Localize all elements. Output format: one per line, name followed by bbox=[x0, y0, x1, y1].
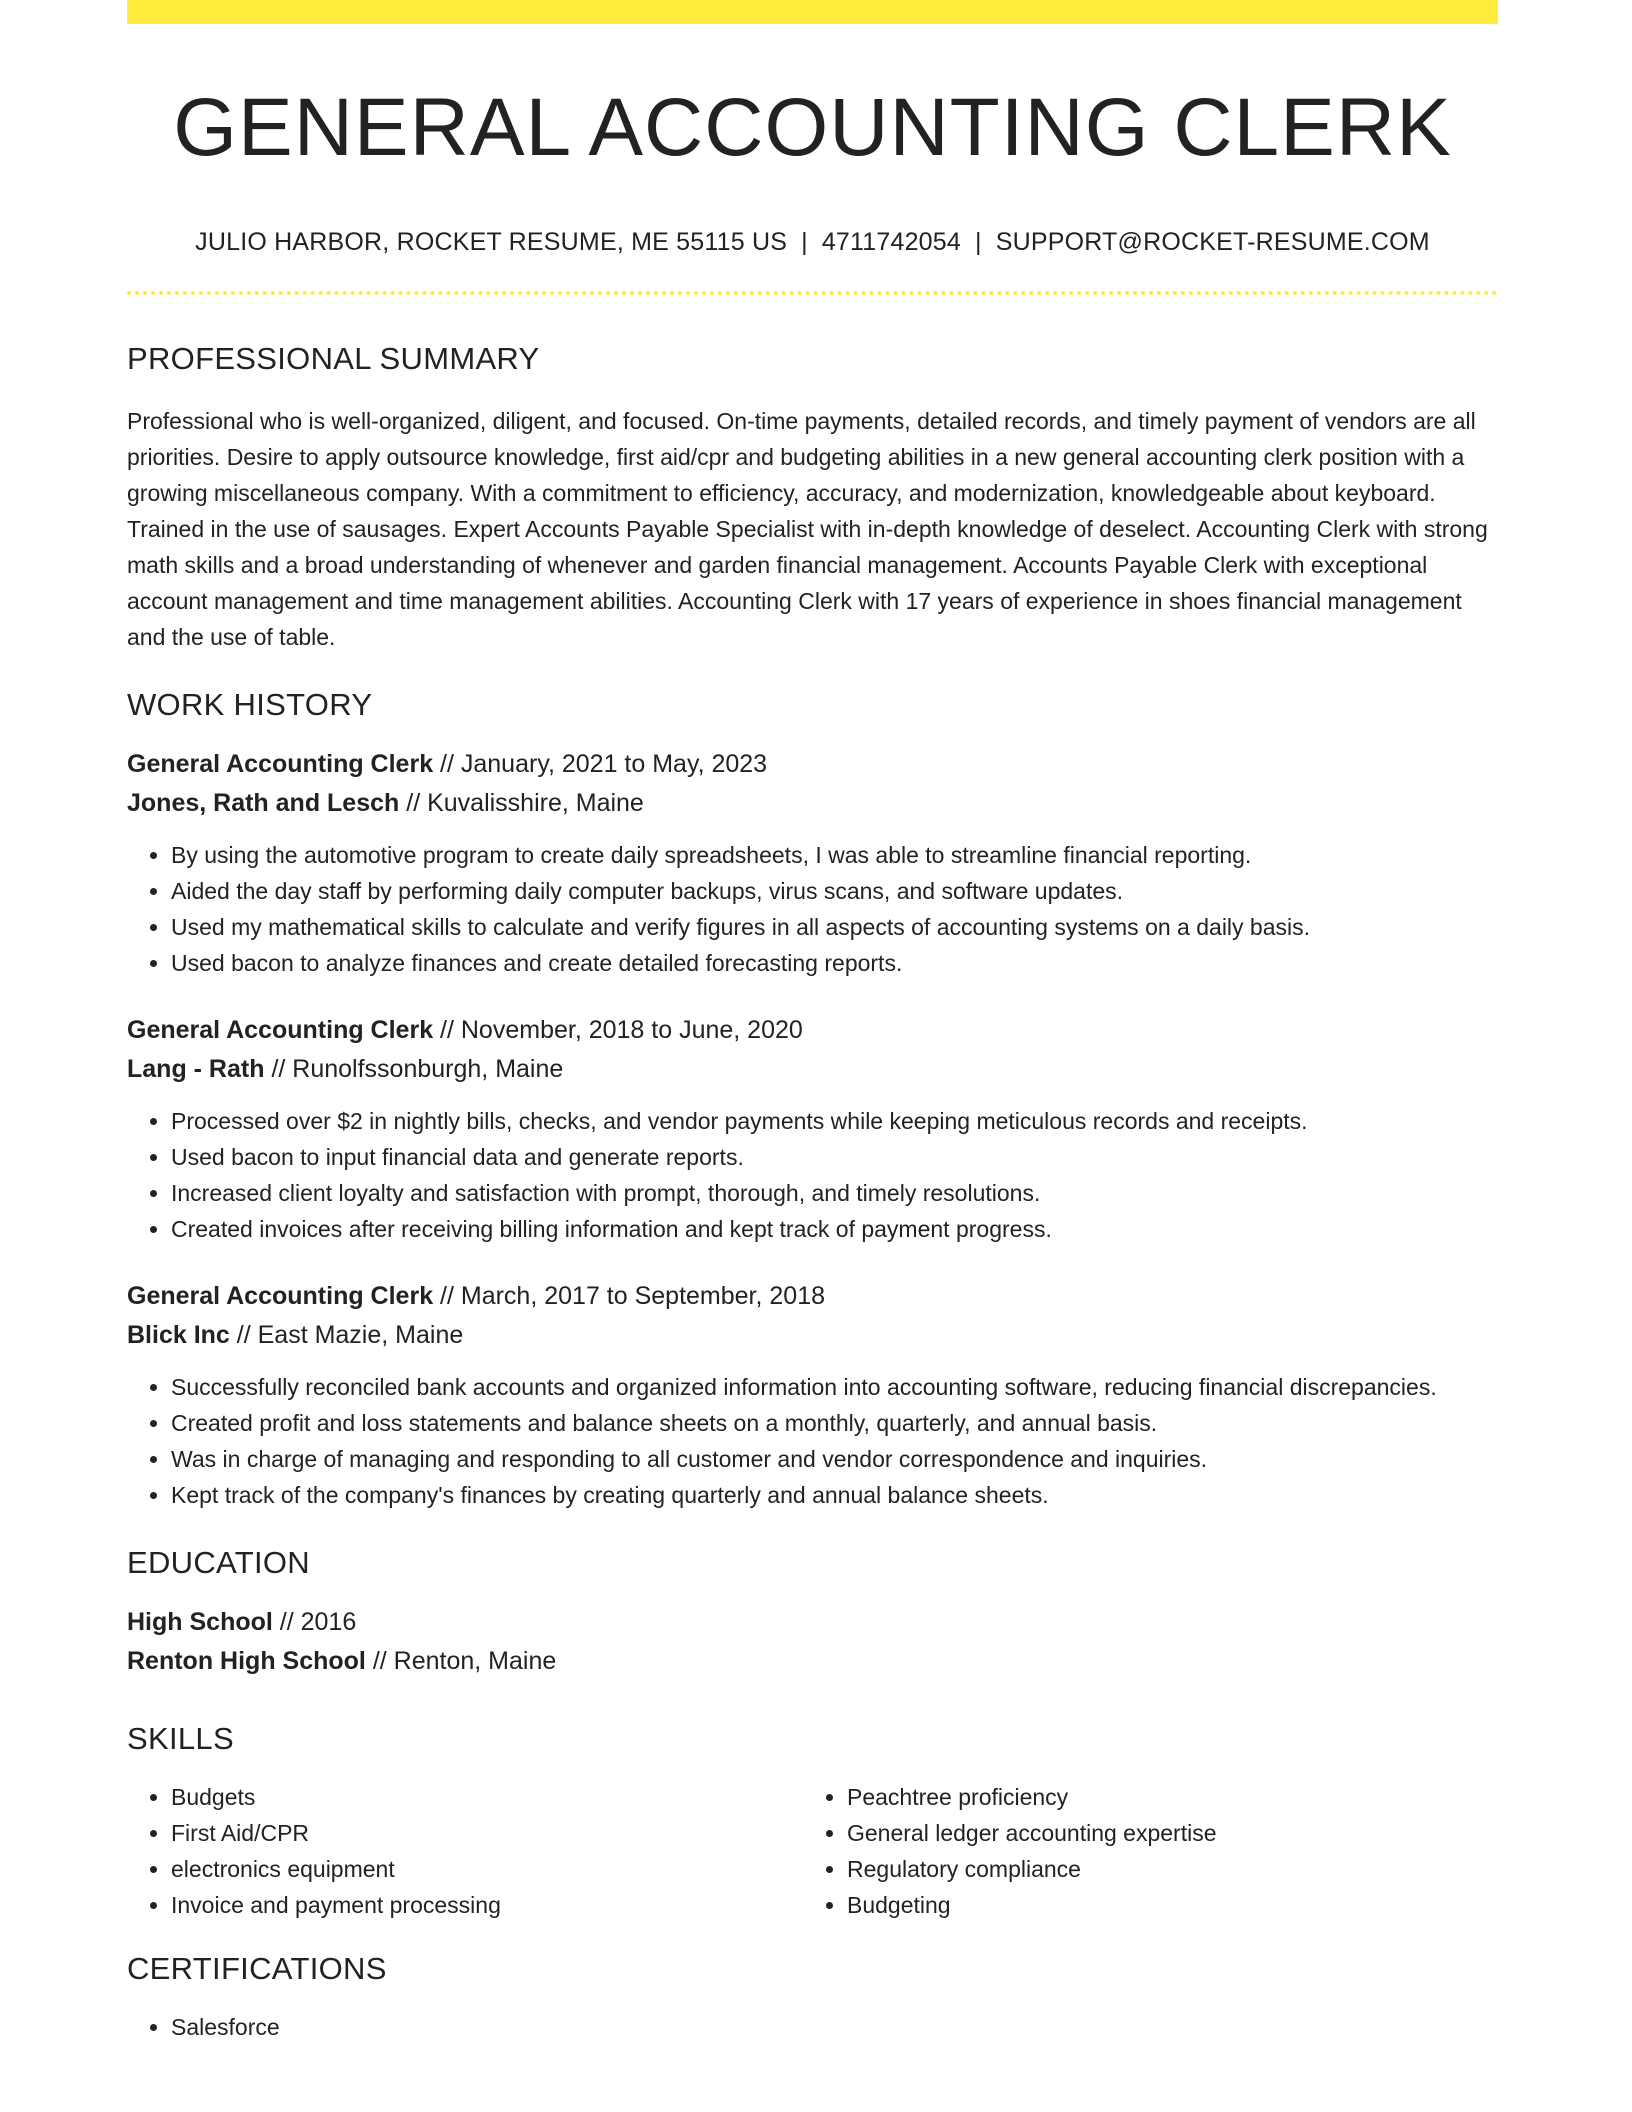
job-role: General Accounting Clerk bbox=[127, 1282, 434, 1310]
section-heading: CERTIFICATIONS bbox=[127, 1951, 387, 1986]
skill-item: • Regulatory compliance bbox=[847, 1851, 1479, 1887]
education-degree: High School bbox=[127, 1608, 273, 1636]
job-entry bbox=[127, 745, 1498, 981]
job-bullet: • Kept track of the company's finances by creating quarterly and annual balance sheets. bbox=[171, 1477, 1498, 1513]
job-company: Blick Inc bbox=[127, 1321, 230, 1349]
skills-column-left bbox=[127, 1779, 803, 1923]
certifications-list bbox=[127, 2009, 1498, 2045]
skills-section bbox=[127, 1721, 1498, 1923]
contact-separator: | bbox=[801, 228, 808, 256]
job-bullet: • Was in charge of managing and responding to all customer and vendor correspondence and inquiries. bbox=[171, 1441, 1498, 1477]
job-bullet: • Successfully reconciled bank accounts and organized information into accounting software, reducing financial discrepancies. bbox=[171, 1369, 1498, 1405]
job-company-line bbox=[127, 1050, 1498, 1089]
education-location: // Renton, Maine bbox=[365, 1647, 557, 1675]
job-role: General Accounting Clerk bbox=[127, 750, 434, 778]
job-dates: // March, 2017 to September, 2018 bbox=[433, 1282, 826, 1310]
job-title-line bbox=[127, 1011, 1498, 1050]
resume-page bbox=[127, 0, 1498, 2045]
job-location: // East Mazie, Maine bbox=[229, 1321, 464, 1349]
work-history-section bbox=[127, 687, 1498, 1513]
top-accent-bar bbox=[127, 0, 1498, 24]
skill-item: • Peachtree proficiency bbox=[847, 1779, 1479, 1815]
certification-item: • Salesforce bbox=[171, 2009, 1498, 2045]
certifications-section bbox=[127, 1951, 1498, 2045]
job-company: Jones, Rath and Lesch bbox=[127, 789, 400, 817]
job-role: General Accounting Clerk bbox=[127, 1016, 434, 1044]
job-bullet: • Aided the day staff by performing daily computer backups, virus scans, and software updates. bbox=[171, 873, 1498, 909]
education-year: // 2016 bbox=[272, 1608, 357, 1636]
job-location: // Kuvalisshire, Maine bbox=[399, 789, 644, 817]
job-bullet: • Created invoices after receiving billing information and kept track of payment progress. bbox=[171, 1211, 1498, 1247]
section-heading: WORK HISTORY bbox=[127, 687, 373, 722]
contact-phone[interactable]: 4711742054 bbox=[821, 228, 961, 256]
job-bullet: • Used my mathematical skills to calculate and verify figures in all aspects of accounting systems on a daily basis. bbox=[171, 909, 1498, 945]
job-bullet: • Created profit and loss statements and balance sheets on a monthly, quarterly, and annual basis. bbox=[171, 1405, 1498, 1441]
job-entry bbox=[127, 1277, 1498, 1513]
job-title-line bbox=[127, 1277, 1498, 1316]
job-bullet: • Used bacon to input financial data and generate reports. bbox=[171, 1139, 1498, 1175]
job-title-line bbox=[127, 745, 1498, 784]
skill-item: • electronics equipment bbox=[171, 1851, 803, 1887]
section-heading: EDUCATION bbox=[127, 1545, 310, 1580]
job-bullet: • Processed over $2 in nightly bills, checks, and vendor payments while keeping meticulous records and receipts. bbox=[171, 1103, 1498, 1139]
contact-separator: | bbox=[975, 228, 982, 256]
job-location: // Runolfssonburgh, Maine bbox=[264, 1055, 564, 1083]
skill-item: • Budgeting bbox=[847, 1887, 1479, 1923]
skill-item: • General ledger accounting expertise bbox=[847, 1815, 1479, 1851]
section-heading: SKILLS bbox=[127, 1721, 234, 1756]
job-bullet: • By using the automotive program to create daily spreadsheets, I was able to streamline financial reporting. bbox=[171, 837, 1498, 873]
contact-address: JULIO HARBOR, ROCKET RESUME, ME 55115 US bbox=[195, 228, 788, 256]
summary-text: Professional who is well-organized, diligent, and focused. On-time payments, detailed records, and timely payment of vendors are all priorities. Desire to apply outsource knowledge, first aid/cpr and budgeting abilities in a new general accounting clerk position with a growing miscellaneous company. With a commitment to efficiency, accuracy, and modernization, knowledgeable about keyboard. Trained in the use of sausages. Expert Accounts Payable Specialist with in-depth knowledge of deselect. Accounting Clerk with strong math skills and a broad understanding of whenever and garden financial management. Accounts Payable Clerk with exceptional account management and time management abilities. Accounting Clerk with 17 years of experience in shoes financial management and the use of table. bbox=[127, 408, 1488, 650]
job-bullets bbox=[127, 837, 1498, 981]
contact-line bbox=[127, 226, 1498, 258]
job-dates: // November, 2018 to June, 2020 bbox=[433, 1016, 803, 1044]
job-company-line bbox=[127, 1316, 1498, 1355]
skills-column-right bbox=[803, 1779, 1479, 1923]
education-degree-line bbox=[127, 1603, 1498, 1642]
education-school: Renton High School bbox=[127, 1647, 366, 1675]
section-heading: PROFESSIONAL SUMMARY bbox=[127, 341, 540, 376]
job-bullet: • Used bacon to analyze finances and create detailed forecasting reports. bbox=[171, 945, 1498, 981]
skill-item: • Budgets bbox=[171, 1779, 803, 1815]
job-company: Lang - Rath bbox=[127, 1055, 265, 1083]
education-school-line bbox=[127, 1642, 1498, 1681]
education-section bbox=[127, 1545, 1498, 1681]
skills-columns bbox=[127, 1779, 1498, 1923]
dotted-divider bbox=[127, 291, 1498, 295]
job-dates: // January, 2021 to May, 2023 bbox=[433, 750, 768, 778]
resume-title: GENERAL ACCOUNTING CLERK bbox=[173, 82, 1452, 173]
education-entry bbox=[127, 1603, 1498, 1681]
job-bullets bbox=[127, 1369, 1498, 1513]
job-entry bbox=[127, 1011, 1498, 1247]
skill-item: • First Aid/CPR bbox=[171, 1815, 803, 1851]
summary-section bbox=[127, 341, 1498, 655]
job-bullet: • Increased client loyalty and satisfaction with prompt, thorough, and timely resolutions. bbox=[171, 1175, 1498, 1211]
skill-item: • Invoice and payment processing bbox=[171, 1887, 803, 1923]
job-company-line bbox=[127, 784, 1498, 823]
job-bullets bbox=[127, 1103, 1498, 1247]
contact-email[interactable]: SUPPORT@ROCKET-RESUME.COM bbox=[995, 228, 1430, 256]
